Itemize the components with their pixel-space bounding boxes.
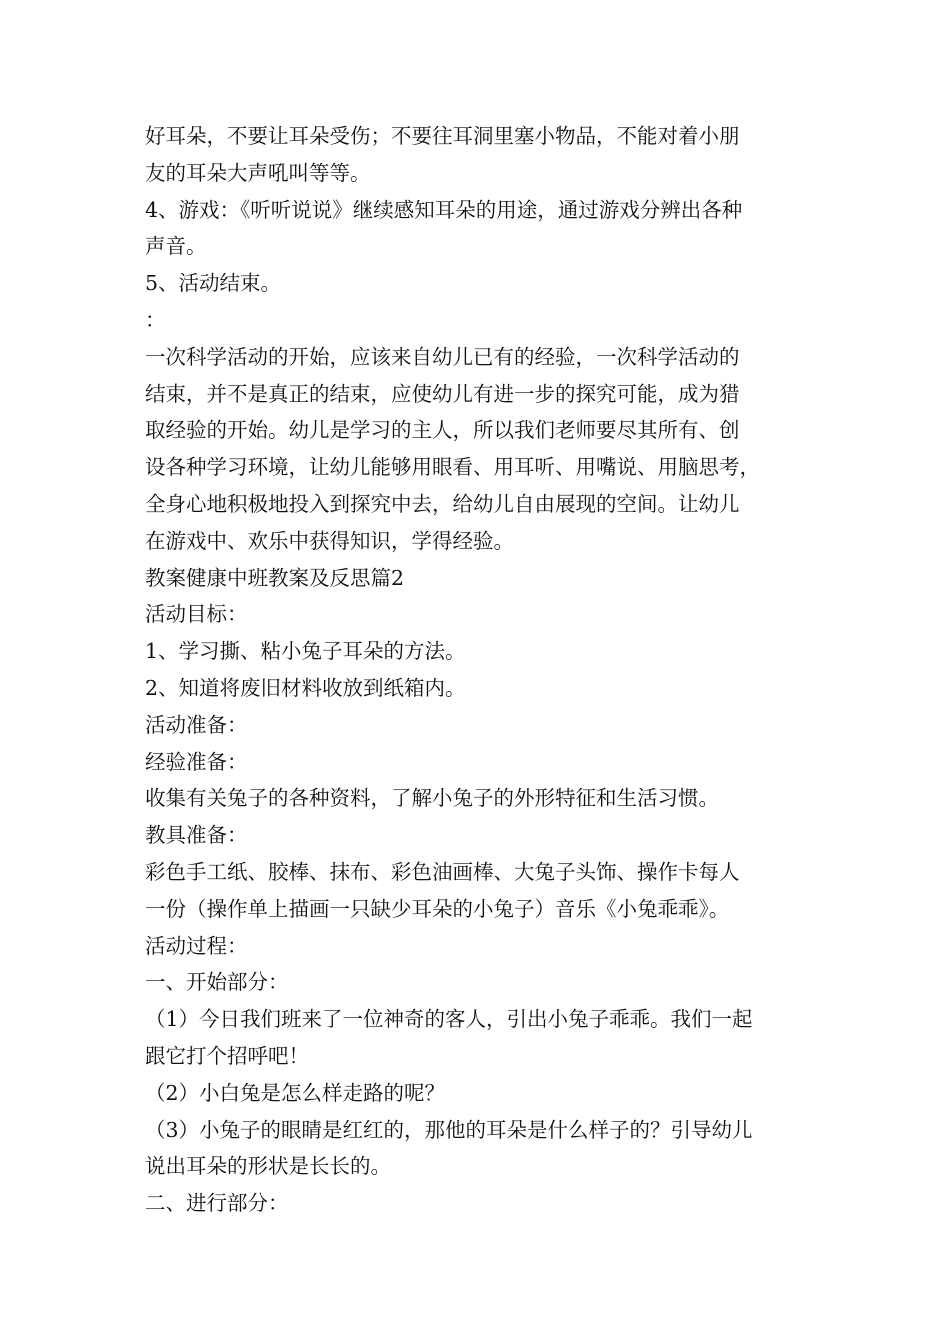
- text-line: 活动过程：: [145, 933, 248, 958]
- text-line: 教具准备：: [145, 823, 248, 848]
- text-line: 全身心地积极地投入到探究中去，给幼儿自由展现的空间。让幼儿: [145, 491, 740, 516]
- text-line: 收集有关兔子的各种资料，了解小兔子的外形特征和生活习惯。: [145, 786, 719, 811]
- text-line: 活动准备：: [145, 712, 248, 737]
- text-line: 彩色手工纸、胶棒、抹布、彩色油画棒、大兔子头饰、操作卡每人: [145, 859, 740, 884]
- text-line: 友的耳朵大声吼叫等等。: [145, 160, 371, 185]
- text-line: （3）小兔子的眼睛是红红的，那他的耳朵是什么样子的？引导幼儿: [145, 1117, 753, 1142]
- section-heading: 教案健康中班教案及反思篇2: [145, 565, 405, 590]
- text-line: 5、活动结束。: [145, 271, 282, 296]
- text-line: 取经验的开始。幼儿是学习的主人，所以我们老师要尽其所有、创: [145, 418, 740, 443]
- text-line: 好耳朵，不要让耳朵受伤；不要往耳洞里塞小物品，不能对着小朋: [145, 124, 740, 148]
- text-line: 声音。: [145, 234, 207, 259]
- text-line: 在游戏中、欢乐中获得知识，学得经验。: [145, 528, 514, 553]
- text-line: 1、学习撕、粘小兔子耳朵的方法。: [145, 639, 466, 664]
- text-line: ：: [145, 307, 166, 332]
- text-line: （2）小白兔是怎么样走路的呢？: [145, 1080, 446, 1105]
- text-line: 一次科学活动的开始，应该来自幼儿已有的经验，一次科学活动的: [145, 344, 740, 369]
- text-line: 一份（操作单上描画一只缺少耳朵的小兔子）音乐《小兔乖乖》。: [145, 896, 730, 921]
- text-line: 说出耳朵的形状是长长的。: [145, 1154, 391, 1179]
- text-line: 一、开始部分：: [145, 970, 289, 995]
- text-line: 跟它打个招呼吧！: [145, 1043, 309, 1068]
- text-line: 设各种学习环境，让幼儿能够用眼看、用耳听、用嘴说、用脑思考，: [145, 455, 760, 480]
- text-line: 活动目标：: [145, 602, 248, 627]
- text-line: 二、进行部分：: [145, 1191, 289, 1216]
- text-line: 结束，并不是真正的结束，应使幼儿有进一步的探究可能，成为猎: [145, 381, 740, 406]
- document-body: [145, 118, 820, 1222]
- text-line: 4、游戏：《听听说说》继续感知耳朵的用途，通过游戏分辨出各种: [145, 197, 743, 222]
- text-line: 2、知道将废旧材料收放到纸箱内。: [145, 675, 466, 700]
- text-line: 经验准备：: [145, 749, 248, 774]
- text-line: （1）今日我们班来了一位神奇的客人，引出小兔子乖乖。我们一起: [145, 1007, 753, 1032]
